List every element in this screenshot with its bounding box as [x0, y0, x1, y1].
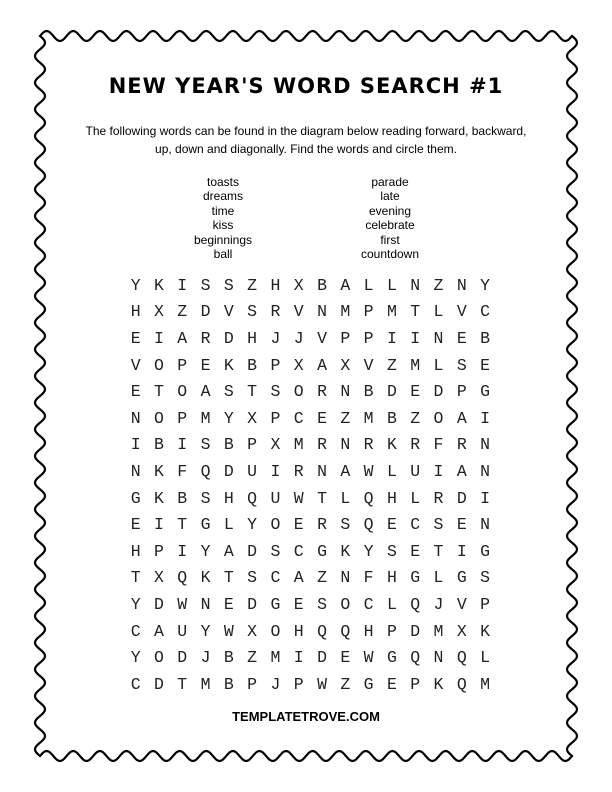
grid-letter: M — [480, 674, 491, 694]
grid-letter: L — [386, 461, 397, 481]
grid-letter: G — [410, 568, 421, 588]
grid-letter: D — [153, 594, 164, 614]
grid-letter: V — [317, 328, 327, 348]
grid-letter: C — [130, 674, 141, 694]
grid-letter: X — [293, 355, 304, 375]
grid-letter: E — [130, 382, 141, 402]
grid-letter: D — [153, 674, 164, 694]
grid-letter: H — [386, 568, 397, 588]
grid-letter: E — [386, 674, 397, 694]
word-list-left — [153, 175, 293, 261]
word-item: beginnings — [193, 232, 253, 247]
grid-letter: J — [293, 328, 304, 348]
grid-letter: N — [480, 515, 491, 535]
grid-letter: C — [480, 302, 491, 322]
grid-letter: W — [317, 674, 327, 694]
grid-letter: P — [177, 408, 188, 428]
grid-letter: P — [270, 355, 281, 375]
grid-letter: F — [363, 568, 374, 588]
word-item: kiss — [212, 218, 234, 233]
grid-letter: Z — [386, 355, 397, 375]
grid-letter: O — [270, 621, 281, 641]
grid-letter: Z — [433, 275, 444, 295]
letter-grid — [124, 272, 497, 698]
grid-letter: L — [410, 488, 421, 508]
grid-letter: E — [410, 541, 421, 561]
grid-letter: W — [363, 648, 374, 668]
grid-letter: L — [340, 488, 351, 508]
word-list-right — [320, 175, 460, 261]
word-item: first — [380, 232, 400, 247]
grid-letter: A — [317, 355, 327, 375]
grid-letter: I — [293, 648, 304, 668]
grid-letter: H — [223, 488, 234, 508]
grid-letter: K — [200, 568, 211, 588]
grid-letter: P — [386, 621, 397, 641]
grid-letter: N — [410, 275, 421, 295]
grid-letter: B — [153, 435, 164, 455]
grid-letter: W — [363, 461, 374, 481]
word-item: parade — [371, 175, 409, 189]
grid-row — [124, 272, 497, 299]
grid-row — [124, 644, 497, 671]
grid-letter: I — [177, 435, 188, 455]
grid-letter: E — [200, 355, 211, 375]
grid-letter: E — [456, 328, 467, 348]
grid-letter: G — [317, 541, 327, 561]
grid-letter: V — [293, 302, 304, 322]
grid-letter: A — [340, 461, 351, 481]
grid-letter: I — [480, 488, 491, 508]
grid-letter: K — [433, 674, 444, 694]
grid-letter: E — [293, 515, 304, 535]
grid-row — [124, 352, 497, 379]
grid-letter: Z — [177, 302, 188, 322]
grid-letter: H — [363, 621, 374, 641]
grid-letter: W — [293, 488, 304, 508]
grid-letter: S — [456, 355, 467, 375]
grid-letter: N — [340, 382, 351, 402]
grid-letter: S — [200, 488, 211, 508]
grid-letter: S — [433, 515, 444, 535]
grid-letter: N — [200, 594, 211, 614]
grid-letter: T — [177, 515, 188, 535]
grid-letter: Y — [480, 275, 491, 295]
grid-letter: I — [130, 435, 141, 455]
grid-letter: T — [177, 674, 188, 694]
grid-letter: X — [340, 355, 351, 375]
grid-letter: F — [177, 461, 188, 481]
grid-letter: M — [200, 408, 211, 428]
grid-letter: Z — [410, 408, 421, 428]
grid-letter: S — [247, 568, 258, 588]
grid-letter: Q — [363, 488, 374, 508]
grid-letter: X — [270, 435, 281, 455]
grid-letter: R — [433, 488, 444, 508]
grid-letter: M — [410, 355, 421, 375]
grid-letter: M — [293, 435, 304, 455]
grid-letter: E — [223, 594, 234, 614]
grid-letter: Q — [177, 568, 188, 588]
grid-letter: S — [270, 382, 281, 402]
grid-letter: T — [433, 541, 444, 561]
grid-letter: K — [223, 355, 234, 375]
grid-letter: K — [153, 275, 164, 295]
grid-row — [124, 538, 497, 565]
word-item: celebrate — [365, 218, 415, 233]
grid-letter: Q — [340, 621, 351, 641]
grid-letter: X — [293, 275, 304, 295]
grid-letter: E — [317, 408, 327, 428]
grid-letter: H — [247, 328, 258, 348]
grid-letter: R — [363, 435, 374, 455]
grid-letter: I — [386, 328, 397, 348]
grid-letter: V — [456, 594, 467, 614]
grid-letter: T — [247, 382, 258, 402]
grid-letter: S — [270, 541, 281, 561]
grid-letter: B — [363, 382, 374, 402]
grid-letter: N — [480, 435, 491, 455]
grid-letter: E — [480, 355, 491, 375]
grid-letter: O — [177, 382, 188, 402]
grid-letter: D — [177, 648, 188, 668]
grid-letter: I — [177, 275, 188, 295]
grid-letter: N — [340, 435, 351, 455]
grid-letter: P — [153, 541, 164, 561]
grid-letter: Q — [410, 594, 421, 614]
grid-letter: C — [130, 621, 141, 641]
grid-letter: E — [386, 515, 397, 535]
grid-letter: P — [270, 408, 281, 428]
grid-letter: B — [317, 275, 327, 295]
grid-letter: K — [153, 461, 164, 481]
grid-letter: Z — [247, 648, 258, 668]
grid-letter: I — [480, 408, 491, 428]
grid-letter: R — [317, 435, 327, 455]
grid-letter: J — [433, 594, 444, 614]
grid-letter: X — [456, 621, 467, 641]
grid-letter: T — [130, 568, 141, 588]
word-item: toasts — [206, 175, 239, 189]
grid-letter: O — [433, 408, 444, 428]
grid-letter: B — [177, 488, 188, 508]
grid-letter: X — [153, 568, 164, 588]
grid-letter: E — [340, 648, 351, 668]
grid-letter: Z — [317, 568, 327, 588]
grid-letter: U — [247, 461, 258, 481]
grid-letter: D — [433, 382, 444, 402]
grid-letter: Q — [317, 621, 327, 641]
grid-letter: Y — [130, 648, 141, 668]
grid-letter: I — [153, 328, 164, 348]
grid-letter: X — [247, 408, 258, 428]
grid-letter: H — [130, 302, 141, 322]
grid-letter: W — [177, 594, 188, 614]
grid-letter: H — [293, 621, 304, 641]
grid-letter: K — [386, 435, 397, 455]
grid-letter: S — [200, 275, 211, 295]
grid-letter: A — [177, 328, 188, 348]
grid-letter: Y — [247, 515, 258, 535]
grid-letter: H — [270, 275, 281, 295]
grid-letter: B — [480, 328, 491, 348]
grid-letter: E — [293, 594, 304, 614]
grid-letter: Q — [410, 648, 421, 668]
grid-letter: F — [433, 435, 444, 455]
grid-letter: I — [456, 541, 467, 561]
grid-letter: S — [247, 302, 258, 322]
grid-letter: K — [480, 621, 491, 641]
grid-letter: P — [410, 674, 421, 694]
grid-letter: N — [130, 461, 141, 481]
grid-letter: A — [223, 541, 234, 561]
grid-letter: P — [247, 674, 258, 694]
grid-row — [124, 378, 497, 405]
grid-letter: L — [433, 355, 444, 375]
grid-letter: G — [200, 515, 211, 535]
grid-letter: N — [130, 408, 141, 428]
grid-letter: O — [340, 594, 351, 614]
grid-letter: N — [317, 461, 327, 481]
grid-letter: A — [153, 621, 164, 641]
grid-letter: V — [363, 355, 374, 375]
grid-letter: A — [340, 275, 351, 295]
grid-letter: M — [433, 621, 444, 641]
grid-letter: Y — [130, 594, 141, 614]
word-item: late — [380, 189, 400, 204]
grid-letter: E — [410, 382, 421, 402]
grid-letter: O — [153, 408, 164, 428]
grid-letter: L — [433, 302, 444, 322]
grid-letter: E — [130, 515, 141, 535]
grid-letter: D — [386, 382, 397, 402]
grid-letter: S — [200, 435, 211, 455]
grid-letter: D — [456, 488, 467, 508]
grid-letter: H — [130, 541, 141, 561]
grid-letter: D — [317, 648, 327, 668]
grid-letter: Y — [200, 621, 211, 641]
grid-letter: T — [410, 302, 421, 322]
grid-letter: N — [317, 302, 327, 322]
grid-letter: X — [153, 302, 164, 322]
grid-letter: R — [410, 435, 421, 455]
grid-letter: P — [363, 302, 374, 322]
grid-letter: S — [317, 594, 327, 614]
grid-letter: P — [340, 328, 351, 348]
grid-letter: J — [270, 328, 281, 348]
grid-letter: L — [386, 275, 397, 295]
grid-letter: U — [177, 621, 188, 641]
grid-letter: L — [223, 515, 234, 535]
grid-letter: P — [247, 435, 258, 455]
grid-letter: I — [153, 515, 164, 535]
grid-letter: P — [177, 355, 188, 375]
grid-letter: G — [270, 594, 281, 614]
grid-letter: G — [480, 382, 491, 402]
grid-letter: B — [223, 648, 234, 668]
grid-letter: P — [480, 594, 491, 614]
grid-letter: X — [247, 621, 258, 641]
grid-letter: M — [270, 648, 281, 668]
grid-letter: R — [200, 328, 211, 348]
grid-letter: S — [223, 275, 234, 295]
grid-row — [124, 299, 497, 326]
grid-letter: Z — [340, 408, 351, 428]
word-item: countdown — [360, 246, 420, 261]
grid-letter: S — [386, 541, 397, 561]
grid-letter: Q — [456, 648, 467, 668]
grid-letter: C — [293, 408, 304, 428]
grid-letter: L — [386, 594, 397, 614]
grid-letter: M — [363, 408, 374, 428]
grid-letter: Z — [247, 275, 258, 295]
grid-letter: U — [410, 461, 421, 481]
grid-letter: I — [433, 461, 444, 481]
grid-letter: E — [130, 328, 141, 348]
grid-letter: Y — [130, 275, 141, 295]
grid-letter: L — [433, 568, 444, 588]
grid-letter: I — [410, 328, 421, 348]
grid-letter: T — [223, 568, 234, 588]
grid-letter: E — [456, 515, 467, 535]
grid-letter: O — [153, 648, 164, 668]
grid-letter: D — [200, 302, 211, 322]
grid-letter: G — [130, 488, 141, 508]
grid-letter: N — [456, 275, 467, 295]
grid-letter: D — [247, 594, 258, 614]
grid-letter: S — [223, 382, 234, 402]
grid-letter: K — [153, 488, 164, 508]
grid-letter: M — [340, 302, 351, 322]
word-item: evening — [368, 203, 412, 218]
grid-letter: C — [410, 515, 421, 535]
grid-letter: A — [293, 568, 304, 588]
grid-row — [124, 432, 497, 459]
grid-letter: A — [456, 408, 467, 428]
grid-letter: N — [433, 648, 444, 668]
grid-letter: V — [456, 302, 467, 322]
grid-letter: V — [130, 355, 141, 375]
grid-letter: M — [200, 674, 211, 694]
grid-letter: B — [223, 435, 234, 455]
grid-row — [124, 485, 497, 512]
grid-letter: S — [340, 515, 351, 535]
grid-letter: L — [480, 648, 491, 668]
grid-letter: H — [386, 488, 397, 508]
grid-letter: R — [317, 382, 327, 402]
grid-letter: K — [340, 541, 351, 561]
grid-letter: N — [340, 568, 351, 588]
grid-letter: C — [293, 541, 304, 561]
grid-letter: J — [270, 674, 281, 694]
grid-letter: D — [223, 461, 234, 481]
grid-row — [124, 618, 497, 645]
grid-letter: V — [223, 302, 234, 322]
grid-letter: O — [293, 382, 304, 402]
grid-letter: B — [386, 408, 397, 428]
grid-row — [124, 405, 497, 432]
word-item: time — [211, 203, 235, 218]
grid-letter: R — [317, 515, 327, 535]
grid-letter: P — [293, 674, 304, 694]
grid-letter: C — [270, 568, 281, 588]
word-item: ball — [213, 246, 233, 261]
grid-letter: D — [247, 541, 258, 561]
grid-letter: I — [270, 461, 281, 481]
grid-letter: Y — [363, 541, 374, 561]
word-item: dreams — [202, 189, 243, 204]
grid-letter: O — [153, 355, 164, 375]
grid-letter: Y — [223, 408, 234, 428]
grid-row — [124, 671, 497, 698]
grid-letter: Q — [363, 515, 374, 535]
grid-row — [124, 511, 497, 538]
grid-letter: U — [270, 488, 281, 508]
grid-letter: Z — [340, 674, 351, 694]
instructions-text: The following words can be found in the diagram below reading forward, backward, up, down and diagonally. Find the words and circle them. — [85, 124, 527, 156]
grid-letter: O — [270, 515, 281, 535]
grid-letter: Q — [456, 674, 467, 694]
grid-letter: G — [386, 648, 397, 668]
grid-letter: R — [270, 302, 281, 322]
grid-letter: P — [363, 328, 374, 348]
grid-letter: R — [456, 435, 467, 455]
grid-row — [124, 458, 497, 485]
grid-row — [124, 591, 497, 618]
grid-letter: Q — [247, 488, 258, 508]
grid-row — [124, 325, 497, 352]
grid-letter: A — [200, 382, 211, 402]
grid-letter: Q — [200, 461, 211, 481]
grid-letter: A — [456, 461, 467, 481]
grid-letter: W — [223, 621, 234, 641]
grid-letter: I — [177, 541, 188, 561]
grid-letter: G — [456, 568, 467, 588]
grid-letter: G — [363, 674, 374, 694]
grid-letter: S — [480, 568, 491, 588]
grid-row — [124, 565, 497, 592]
grid-letter: L — [363, 275, 374, 295]
grid-letter: M — [386, 302, 397, 322]
grid-letter: C — [363, 594, 374, 614]
grid-letter: N — [433, 328, 444, 348]
page-title: NEW YEAR'S WORD SEARCH #1 — [108, 74, 504, 98]
grid-letter: D — [223, 328, 234, 348]
grid-letter: P — [456, 382, 467, 402]
grid-letter: T — [153, 382, 164, 402]
grid-letter: N — [480, 461, 491, 481]
grid-letter: B — [223, 674, 234, 694]
grid-letter: Y — [200, 541, 211, 561]
grid-letter: R — [293, 461, 304, 481]
footer-site: TEMPLATETROVE.COM — [232, 709, 380, 724]
grid-letter: G — [480, 541, 491, 561]
grid-letter: B — [247, 355, 258, 375]
grid-letter: T — [317, 488, 327, 508]
grid-letter: J — [200, 648, 211, 668]
grid-letter: D — [410, 621, 421, 641]
